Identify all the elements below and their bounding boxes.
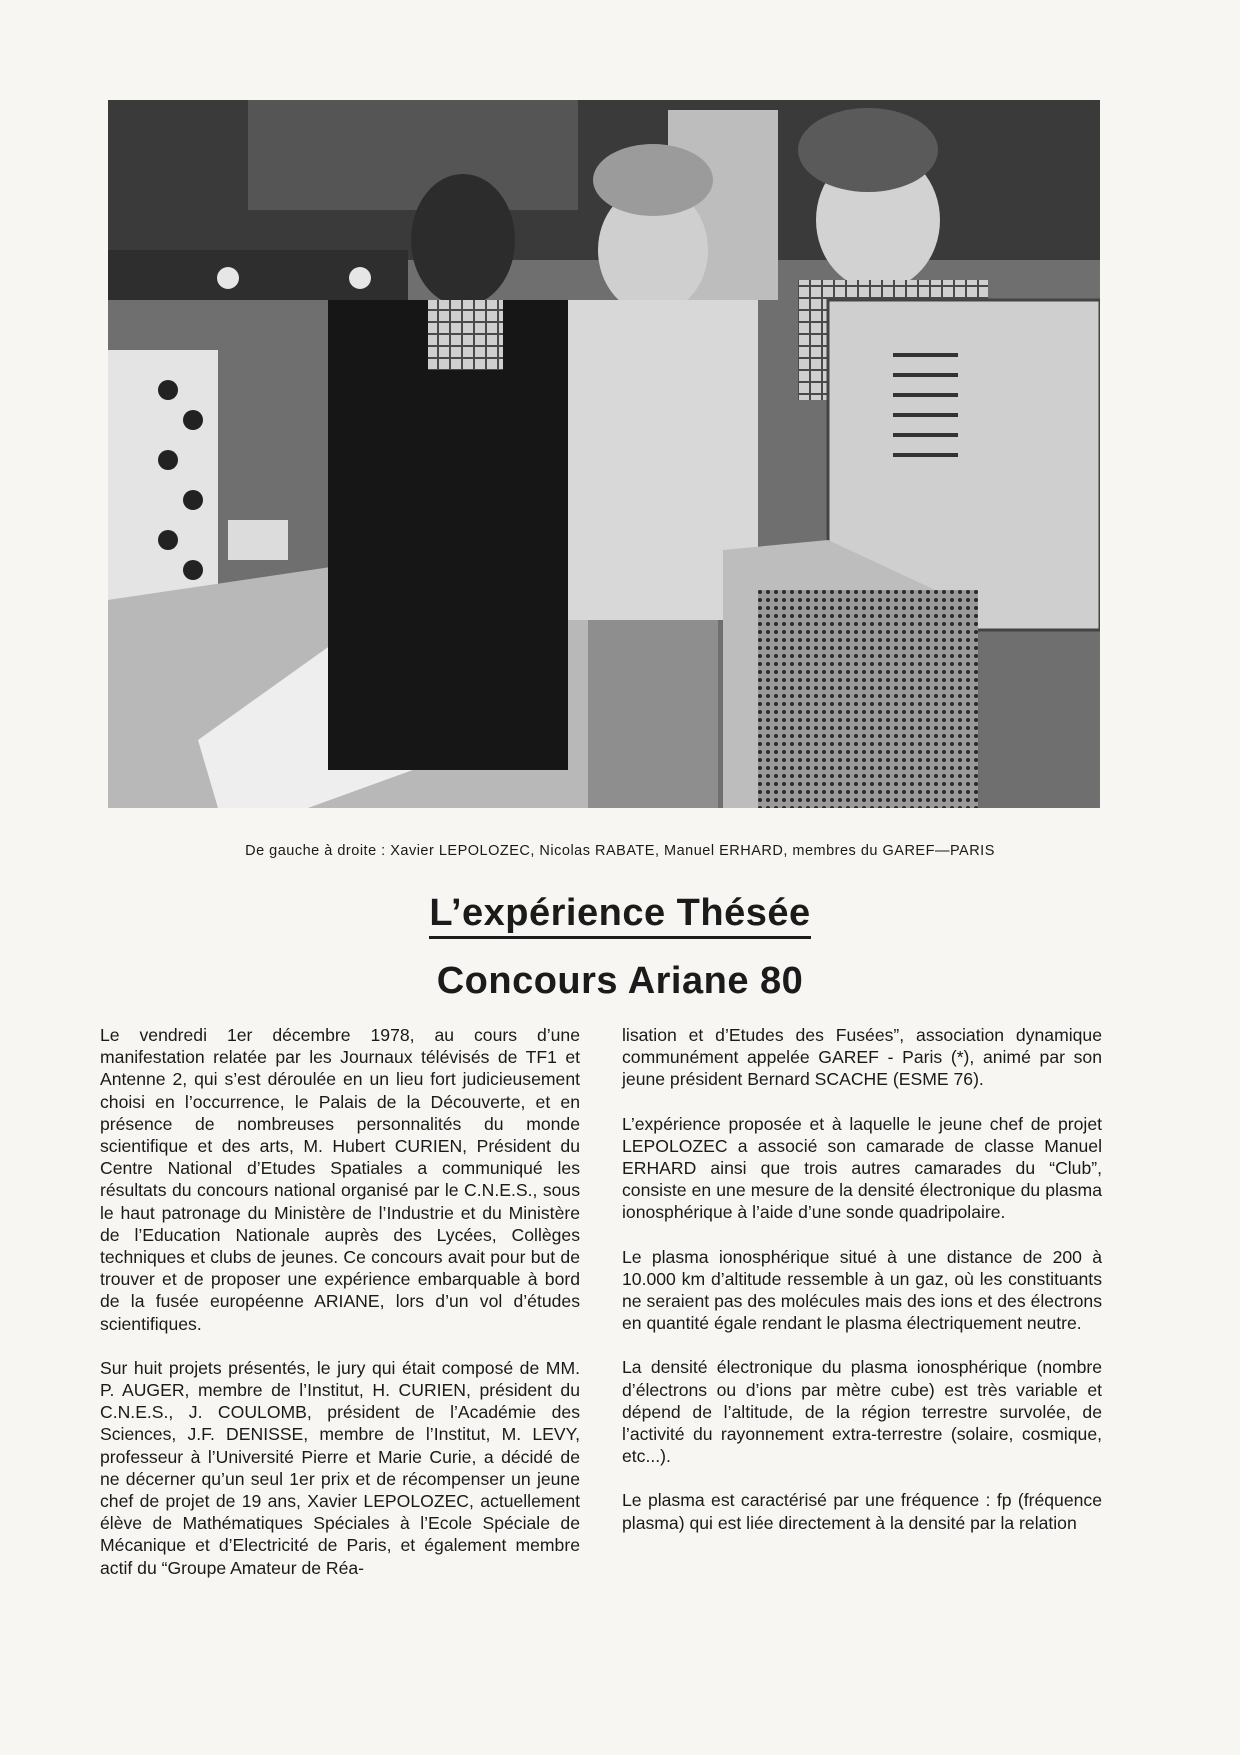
paragraph: lisation et d’Etudes des Fusées”, association dynamique communément appelée GAREF - Paris (*), animé par son jeune président Bernard SCACHE (ESME 76). [622, 1025, 1102, 1090]
paragraph: La densité électronique du plasma ionosphérique (nombre d’électrons ou d’ions par mètre cube) est très variable et dépend de l’altitude, de la région terrestre survolée, de l’activité du rayonnement extra-terrestre (solaire, cosmique, etc...). [622, 1357, 1102, 1467]
photo-caption: De gauche à droite : Xavier LEPOLOZEC, Nicolas RABATE, Manuel ERHARD, membres du GAREF—PARIS [245, 843, 995, 859]
paragraph: Sur huit projets présentés, le jury qui était composé de MM. P. AUGER, membre de l’Institut, H. CURIEN, président du C.N.E.S., J. COULOMB, président de l’Académie des Sciences, J.F. DENISSE, membre de l’Institut, M. LEVY, professeur à l’Université Pierre et Marie Curie, a décidé de ne décerner qu’un seul 1er prix et de récompenser un jeune chef de projet de 19 ans, Xavier LEPOLOZEC, actuellement élève de Mathématiques Spéciales à l’Ecole Spéciale de Mécanique et d’Electricité de Paris, et également membre actif du “Groupe Amateur de Réa- [100, 1357, 580, 1578]
paragraph: Le plasma est caractérisé par une fréquence : fp (fréquence plasma) qui est liée directement à la densité par la relation [622, 1490, 1102, 1533]
group-photo [108, 100, 1100, 808]
left-column [100, 1024, 580, 1601]
paragraph: Le vendredi 1er décembre 1978, au cours d’une manifestation relatée par les Journaux télévisés de TF1 et Antenne 2, qui s’est déroulée en un lieu fort judicieusement choisi en l’occurrence, le Palais de la Découverte, et en présence de nombreuses personnalités du monde scientifique et des arts, M. Hubert CURIEN, Président du Centre National d’Etudes Spatiales a communiqué les résultats du concours national organisé par le C.N.E.S., sous le haut patronage du Ministère de l’Industrie et du Ministère de l’Education Nationale auprès des Lycées, Collèges techniques et clubs de jeunes. Ce concours avait pour but de trouver et de proposer une expérience embarquable à bord de la fusée européenne ARIANE, lors d’un vol d’études scientifiques. [100, 1025, 580, 1334]
article-title [0, 892, 1240, 935]
right-column [622, 1024, 1102, 1556]
paragraph: L’expérience proposée et à laquelle le jeune chef de projet LEPOLOZEC a associé son camarade de classe Manuel ERHARD ainsi que trois autres camarades du “Club”, consiste en une mesure de la densité électronique du plasma ionosphérique à l’aide d’une sonde quadripolaire. [622, 1113, 1102, 1223]
article-subtitle: Concours Ariane 80 [436, 960, 804, 1002]
article-title-text: L’expérience Thésée [429, 892, 810, 939]
paragraph: Le plasma ionosphérique situé à une distance de 200 à 10.000 km d’altitude ressemble à un gaz, où les constituants ne seraient pas des molécules mais des ions et des électrons en quantité égale rendant le plasma électriquement neutre. [622, 1246, 1102, 1334]
